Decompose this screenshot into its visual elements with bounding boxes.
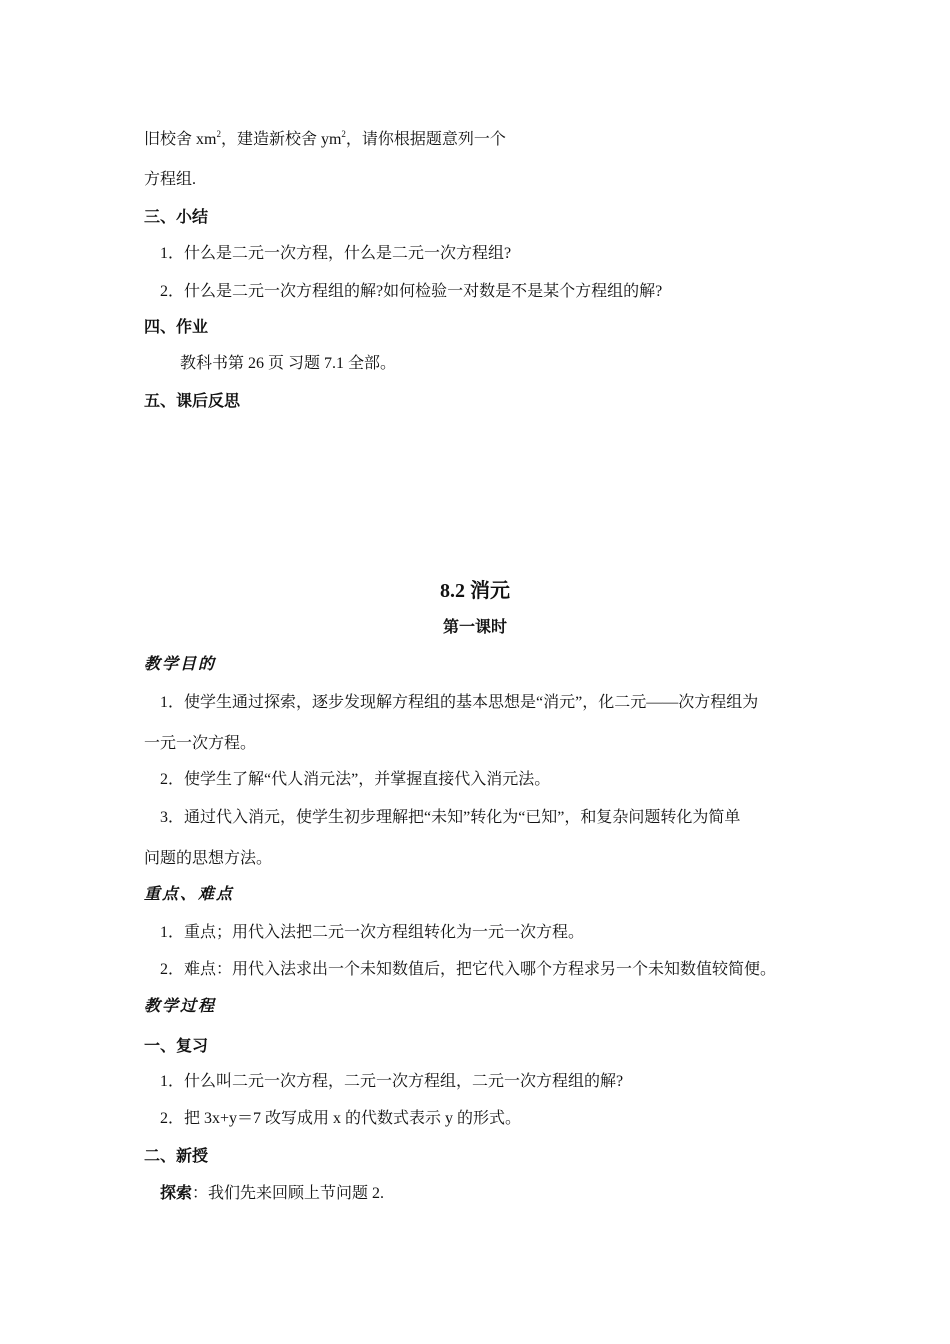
keypoints-item-1: 1．重点；用代入法把二元一次方程组转化为一元一次方程。 <box>160 924 585 941</box>
review-item-2: 2．把 3x+y＝7 改写成用 x 的代数式表示 y 的形式。 <box>160 1110 522 1127</box>
goals-item-3: 3．通过代入消元，使学生初步理解把“未知”转化为“已知”，和复杂问题转化为简单 <box>160 809 741 826</box>
goals-item-1: 1．使学生通过探索，逐步发现解方程组的基本思想是“消元”，化二元——次方程组为 <box>160 694 759 711</box>
homework-heading: 四、作业 <box>144 319 209 336</box>
superscript: 2 <box>341 129 346 139</box>
reflection-heading: 五、课后反思 <box>144 393 241 410</box>
summary-heading: 三、小结 <box>144 209 209 226</box>
intro-text-a: 旧校舍 xm <box>144 131 217 148</box>
section-subtitle: 第一课时 <box>442 619 507 636</box>
superscript: 2 <box>216 129 221 139</box>
explore-text: ：我们先来回顾上节问题 2. <box>192 1185 385 1202</box>
new-lesson-heading: 二、新授 <box>144 1148 209 1165</box>
intro-text-b: ，建造新校舍 ym <box>220 131 342 148</box>
summary-item-2: 2．什么是二元一次方程组的解?如何检验一对数是不是某个方程组的解? <box>160 283 663 300</box>
homework-text: 教科书第 26 页 习题 7.1 全部。 <box>180 355 397 372</box>
goals-heading: 教学目的 <box>144 656 217 673</box>
explore-line <box>160 1184 384 1204</box>
intro-line-2: 方程组. <box>144 171 197 188</box>
intro-text-c: ，请你根据题意列一个 <box>345 131 506 148</box>
explore-label: 探索 <box>160 1185 193 1202</box>
intro-line-1 <box>144 130 506 150</box>
keypoints-item-2: 2．难点：用代入法求出一个未知数值后，把它代入哪个方程求另一个未知数值较简便。 <box>160 961 777 978</box>
review-heading: 一、复习 <box>144 1038 209 1055</box>
goals-item-2: 2．使学生了解“代人消元法”，并掌握直接代入消元法。 <box>160 771 551 788</box>
section-title: 8.2 消元 <box>440 580 510 602</box>
review-item-1: 1．什么叫二元一次方程，二元一次方程组，二元一次方程组的解? <box>160 1073 624 1090</box>
summary-item-1: 1．什么是二元一次方程，什么是二元一次方程组? <box>160 245 512 262</box>
goals-item-1-cont: 一元一次方程。 <box>144 735 257 752</box>
process-heading: 教学过程 <box>144 998 217 1015</box>
keypoints-heading: 重点、难点 <box>144 886 235 903</box>
goals-item-3-cont: 问题的思想方法。 <box>144 850 273 867</box>
